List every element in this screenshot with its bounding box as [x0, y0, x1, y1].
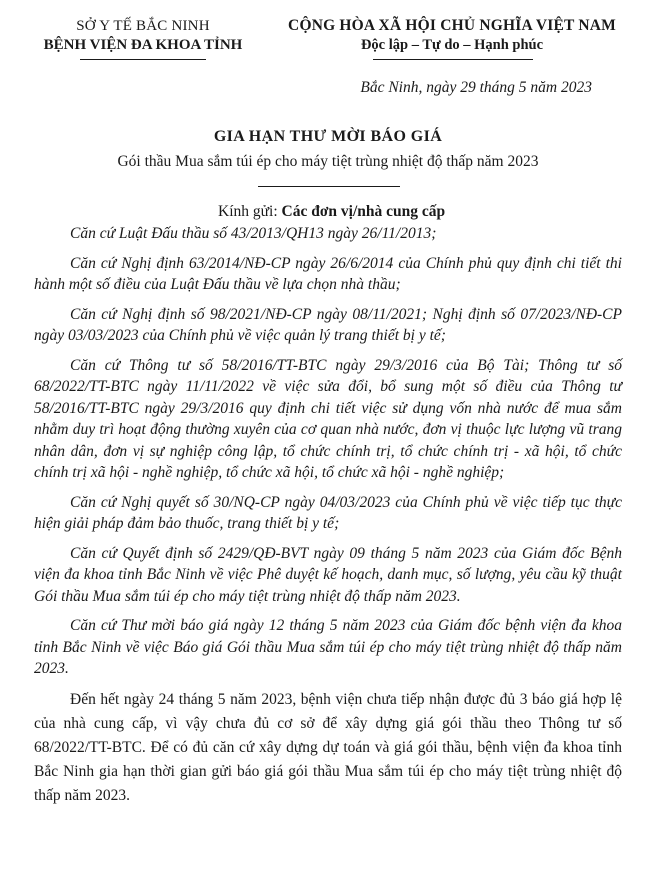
recipient-line [218, 203, 445, 221]
issuer-department: SỞ Y TẾ BẮC NINH [76, 18, 210, 34]
issuer-underline [80, 59, 206, 60]
national-motto: Độc lập – Tự do – Hạnh phúc [360, 37, 544, 53]
recipient-name: Các đơn vị/nhà cung cấp [281, 203, 446, 220]
national-title: CỘNG HÒA XÃ HỘI CHỦ NGHĨA VIỆT NAM [288, 17, 616, 34]
basis-paragraph: Căn cứ Nghị định số 98/2021/NĐ-CP ngày 08/11/2021; Nghị định số 07/2023/NĐ-CP ngày 03/03/2023 của Chính phủ về việc quản lý trang thiết bị y tế; [34, 305, 622, 344]
body-paragraph: Đến hết ngày 24 tháng 5 năm 2023, bệnh viện chưa tiếp nhận được đủ 3 báo giá hợp lệ của nhà cung cấp, vì vậy chưa đủ cơ sở để xây dựng giá gói thầu theo Thông tư số 68/2022/TT-BTC. Để có đủ căn cứ xây dựng dự toán và giá gói thầu, bệnh viện đa khoa tỉnh Bắc Ninh gia hạn thời gian gửi báo giá gói thầu Mua sắm túi ép cho máy tiệt trùng nhiệt độ thấp năm 2023. [34, 690, 622, 804]
basis-paragraph: Căn cứ Quyết định số 2429/QĐ-BVT ngày 09 tháng 5 năm 2023 của Giám đốc Bệnh viện đa khoa tỉnh Bắc Ninh về việc Phê duyệt kế hoạch, danh mục, số lượng, yêu cầu kỹ thuật Gói thầu Mua sắm túi ép cho máy tiệt trùng nhiệt độ thấp năm 2023. [34, 544, 622, 605]
basis-paragraph: Căn cứ Nghị định 63/2014/NĐ-CP ngày 26/6/2014 của Chính phủ quy định chi tiết thi hành một số điều của Luật Đấu thầu về lựa chọn nhà thầu; [34, 254, 622, 293]
document-title: GIA HẠN THƯ MỜI BÁO GIÁ [213, 128, 443, 145]
basis-paragraph: Căn cứ Nghị quyết số 30/NQ-CP ngày 04/03/2023 của Chính phủ về việc tiếp tục thực hiện giải pháp đảm bảo thuốc, trang thiết bị y tế; [34, 493, 622, 532]
recipient-label: Kính gửi: [218, 203, 278, 220]
document-body [34, 223, 622, 816]
title-underline [258, 186, 400, 187]
basis-paragraph: Căn cứ Thông tư số 58/2016/TT-BTC ngày 29/3/2016 của Bộ Tài; Thông tư số 68/2022/TT-BTC ngày 11/11/2022 về việc sửa đổi, bổ sung một số điều của Thông tư 58/2016/TT-BTC ngày 29/3/2016 quy định chi tiết việc sử dụng vốn nhà nước để mua sắm nhằm duy trì hoạt động thường xuyên của cơ quan nhà nước, đơn vị thuộc lực lượng vũ trang nhân dân, đơn vị sự nghiệp công lập, tổ chức chính trị, tổ chức chính trị - xã hội, tổ chức chính trị xã hội - nghề nghiệp, tổ chức xã hội, tổ chức xã hội - nghề nghiệp; [34, 356, 622, 481]
issuer-hospital: BỆNH VIỆN ĐA KHOA TỈNH [43, 37, 243, 53]
issuer-header [28, 16, 258, 54]
basis-paragraph: Căn cứ Thư mời báo giá ngày 12 tháng 5 năm 2023 của Giám đốc bệnh viện đa khoa tỉnh Bắc Ninh về việc Báo giá Gói thầu Mua sắm túi ép cho máy tiệt trùng nhiệt độ thấp năm 2023. [34, 617, 622, 677]
national-header [262, 16, 642, 54]
document-subtitle: Gói thầu Mua sắm túi ép cho máy tiệt trùng nhiệt độ thấp năm 2023 [117, 153, 539, 170]
basis-paragraph: Căn cứ Luật Đấu thầu số 43/2013/QH13 ngày 26/11/2013; [70, 225, 437, 242]
date-line: Bắc Ninh, ngày 29 tháng 5 năm 2023 [360, 79, 592, 96]
motto-underline [373, 59, 533, 60]
